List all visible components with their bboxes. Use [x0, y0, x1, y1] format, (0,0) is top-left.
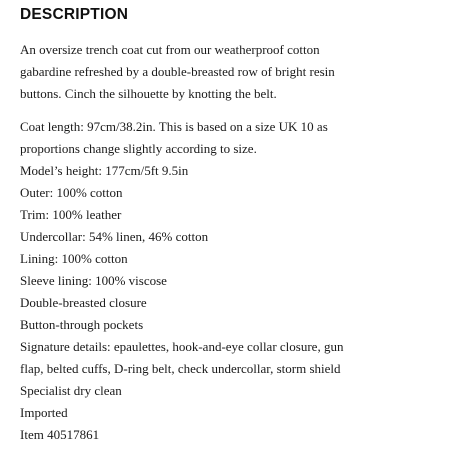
detail-outer: Outer: 100% cotton — [20, 185, 123, 200]
detail-trim: Trim: 100% leather — [20, 207, 122, 222]
detail-model-height: Model’s height: 177cm/5ft 9.5in — [20, 163, 189, 178]
product-description-panel — [20, 0, 440, 446]
product-details-list — [20, 116, 440, 446]
detail-lining: Lining: 100% cotton — [20, 251, 128, 266]
detail-care: Specialist dry clean — [20, 383, 122, 398]
detail-closure: Double-breasted closure — [20, 295, 147, 310]
detail-coat-length: Coat length: 97cm/38.2in. This is based on a size UK 10 as proportions change slightly according to size. — [20, 119, 328, 156]
detail-sleeve-lining: Sleeve lining: 100% viscose — [20, 273, 167, 288]
detail-signature: Signature details: epaulettes, hook-and-eye collar closure, gun flap, belted cuffs, D-ring belt, check undercollar, storm shield — [20, 339, 344, 376]
detail-pockets: Button-through pockets — [20, 317, 144, 332]
detail-origin: Imported — [20, 405, 68, 420]
description-intro: An oversize trench coat cut from our weatherproof cotton gabardine refreshed by a double-breasted row of bright resin buttons. Cinch the silhouette by knotting the belt. — [20, 42, 335, 101]
detail-undercollar: Undercollar: 54% linen, 46% cotton — [20, 229, 209, 244]
detail-item-number: Item 40517861 — [20, 427, 100, 442]
section-heading: DESCRIPTION — [20, 6, 129, 23]
